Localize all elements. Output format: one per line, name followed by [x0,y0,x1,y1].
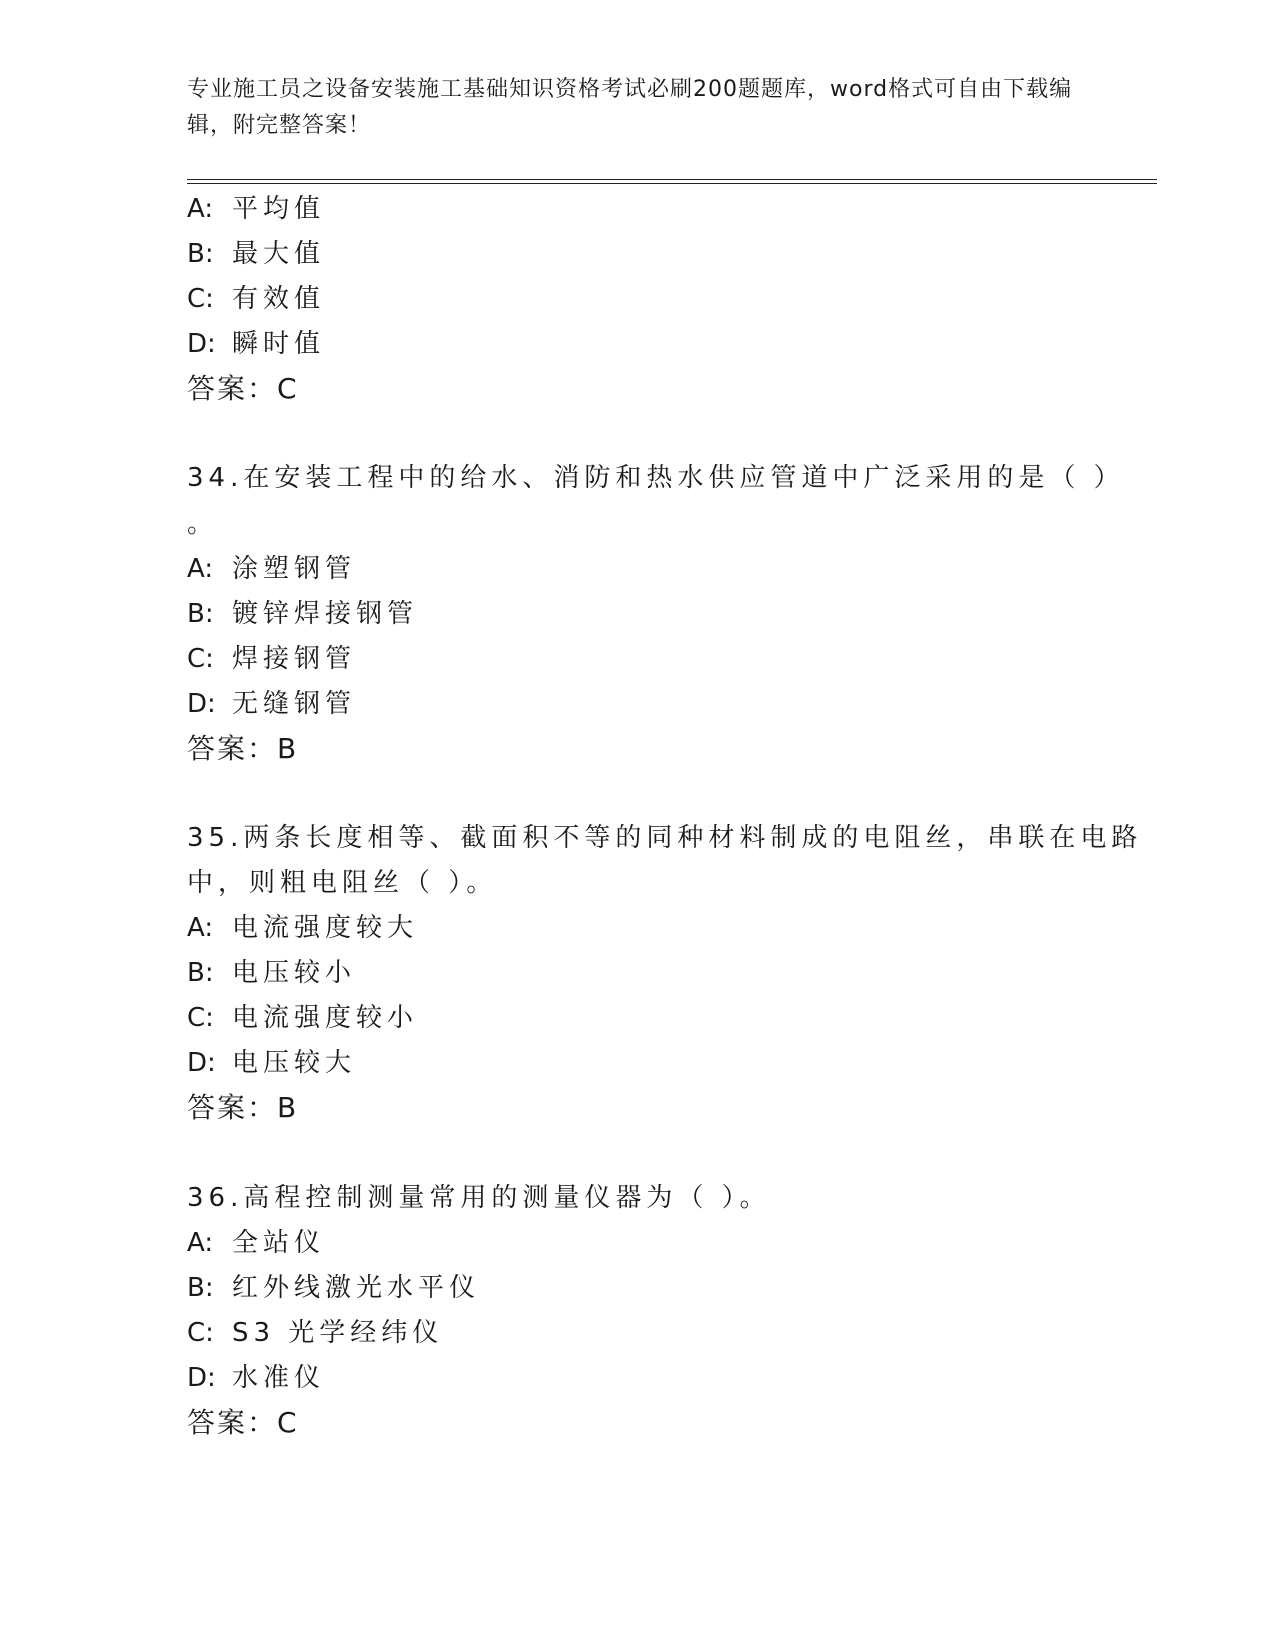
header-divider-bottom [187,183,1157,184]
option-label: D: [187,1363,216,1393]
option-text: 水准仪 [232,1363,326,1393]
prev-option-d [187,328,325,360]
q35-option-a [187,912,418,944]
q36-stem-line1: 36.高程控制测量常用的测量仪器为（ ）。 [187,1183,771,1213]
option-label: A: [187,194,214,224]
option-text: 电压较小 [232,958,357,988]
q34-option-d [187,688,356,720]
option-text: S3 光学经纬仪 [232,1318,444,1348]
option-label: B: [187,958,214,988]
option-label: C: [187,1318,214,1348]
option-text: 无缝钢管 [232,689,357,719]
option-text: 镀锌焊接钢管 [232,599,419,629]
option-text: 电流强度较小 [232,1003,419,1033]
option-text: 红外线激光水平仪 [232,1273,481,1303]
option-label: D: [187,689,216,719]
prev-option-c [187,283,325,315]
q35-answer: 答案：B [187,1091,299,1124]
q34-option-c [187,643,356,675]
prev-option-b [187,238,325,270]
option-label: D: [187,329,216,359]
option-text: 焊接钢管 [232,644,357,674]
option-label: A: [187,913,214,943]
option-label: C: [187,284,214,314]
option-label: A: [187,554,214,584]
q35-option-c [187,1002,418,1034]
option-label: D: [187,1048,216,1078]
q35-option-b [187,957,356,989]
option-text: 瞬时值 [232,329,326,359]
document-header: 专业施工员之设备安装施工基础知识资格考试必刷200题题库，word格式可自由下载编辑，附完整答案！ [187,77,1073,138]
q35-option-d [187,1047,356,1079]
q35-stem-line2: 中，则粗电阻丝（ ）。 [187,868,498,898]
option-text: 涂塑钢管 [232,554,357,584]
q34-stem-line2: 。 [187,509,219,539]
header-divider-top [187,179,1157,180]
q36-answer: 答案：C [187,1406,299,1439]
q36-option-b [187,1272,480,1304]
option-label: A: [187,1228,214,1258]
prev-option-a [187,193,325,225]
option-text: 电压较大 [232,1048,357,1078]
option-text: 电流强度较大 [232,913,419,943]
option-label: B: [187,1273,214,1303]
option-text: 最大值 [232,239,326,269]
q34-option-b [187,598,418,630]
option-label: C: [187,1003,214,1033]
q36-option-c [187,1317,443,1349]
option-label: B: [187,239,214,269]
option-text: 有效值 [232,284,326,314]
q34-stem-line1: 34.在安装工程中的给水、消防和热水供应管道中广泛采用的是（ ） [187,463,1125,493]
option-text: 全站仪 [232,1228,326,1258]
option-label: C: [187,644,214,674]
q34-answer: 答案：B [187,732,299,765]
prev-answer: 答案：C [187,372,299,405]
q36-option-a [187,1227,325,1259]
q35-stem-line1: 35.两条长度相等、截面积不等的同种材料制成的电阻丝，串联在电路 [187,823,1143,853]
option-text: 平均值 [232,194,326,224]
q36-option-d [187,1362,325,1394]
q34-option-a [187,553,356,585]
option-label: B: [187,599,214,629]
